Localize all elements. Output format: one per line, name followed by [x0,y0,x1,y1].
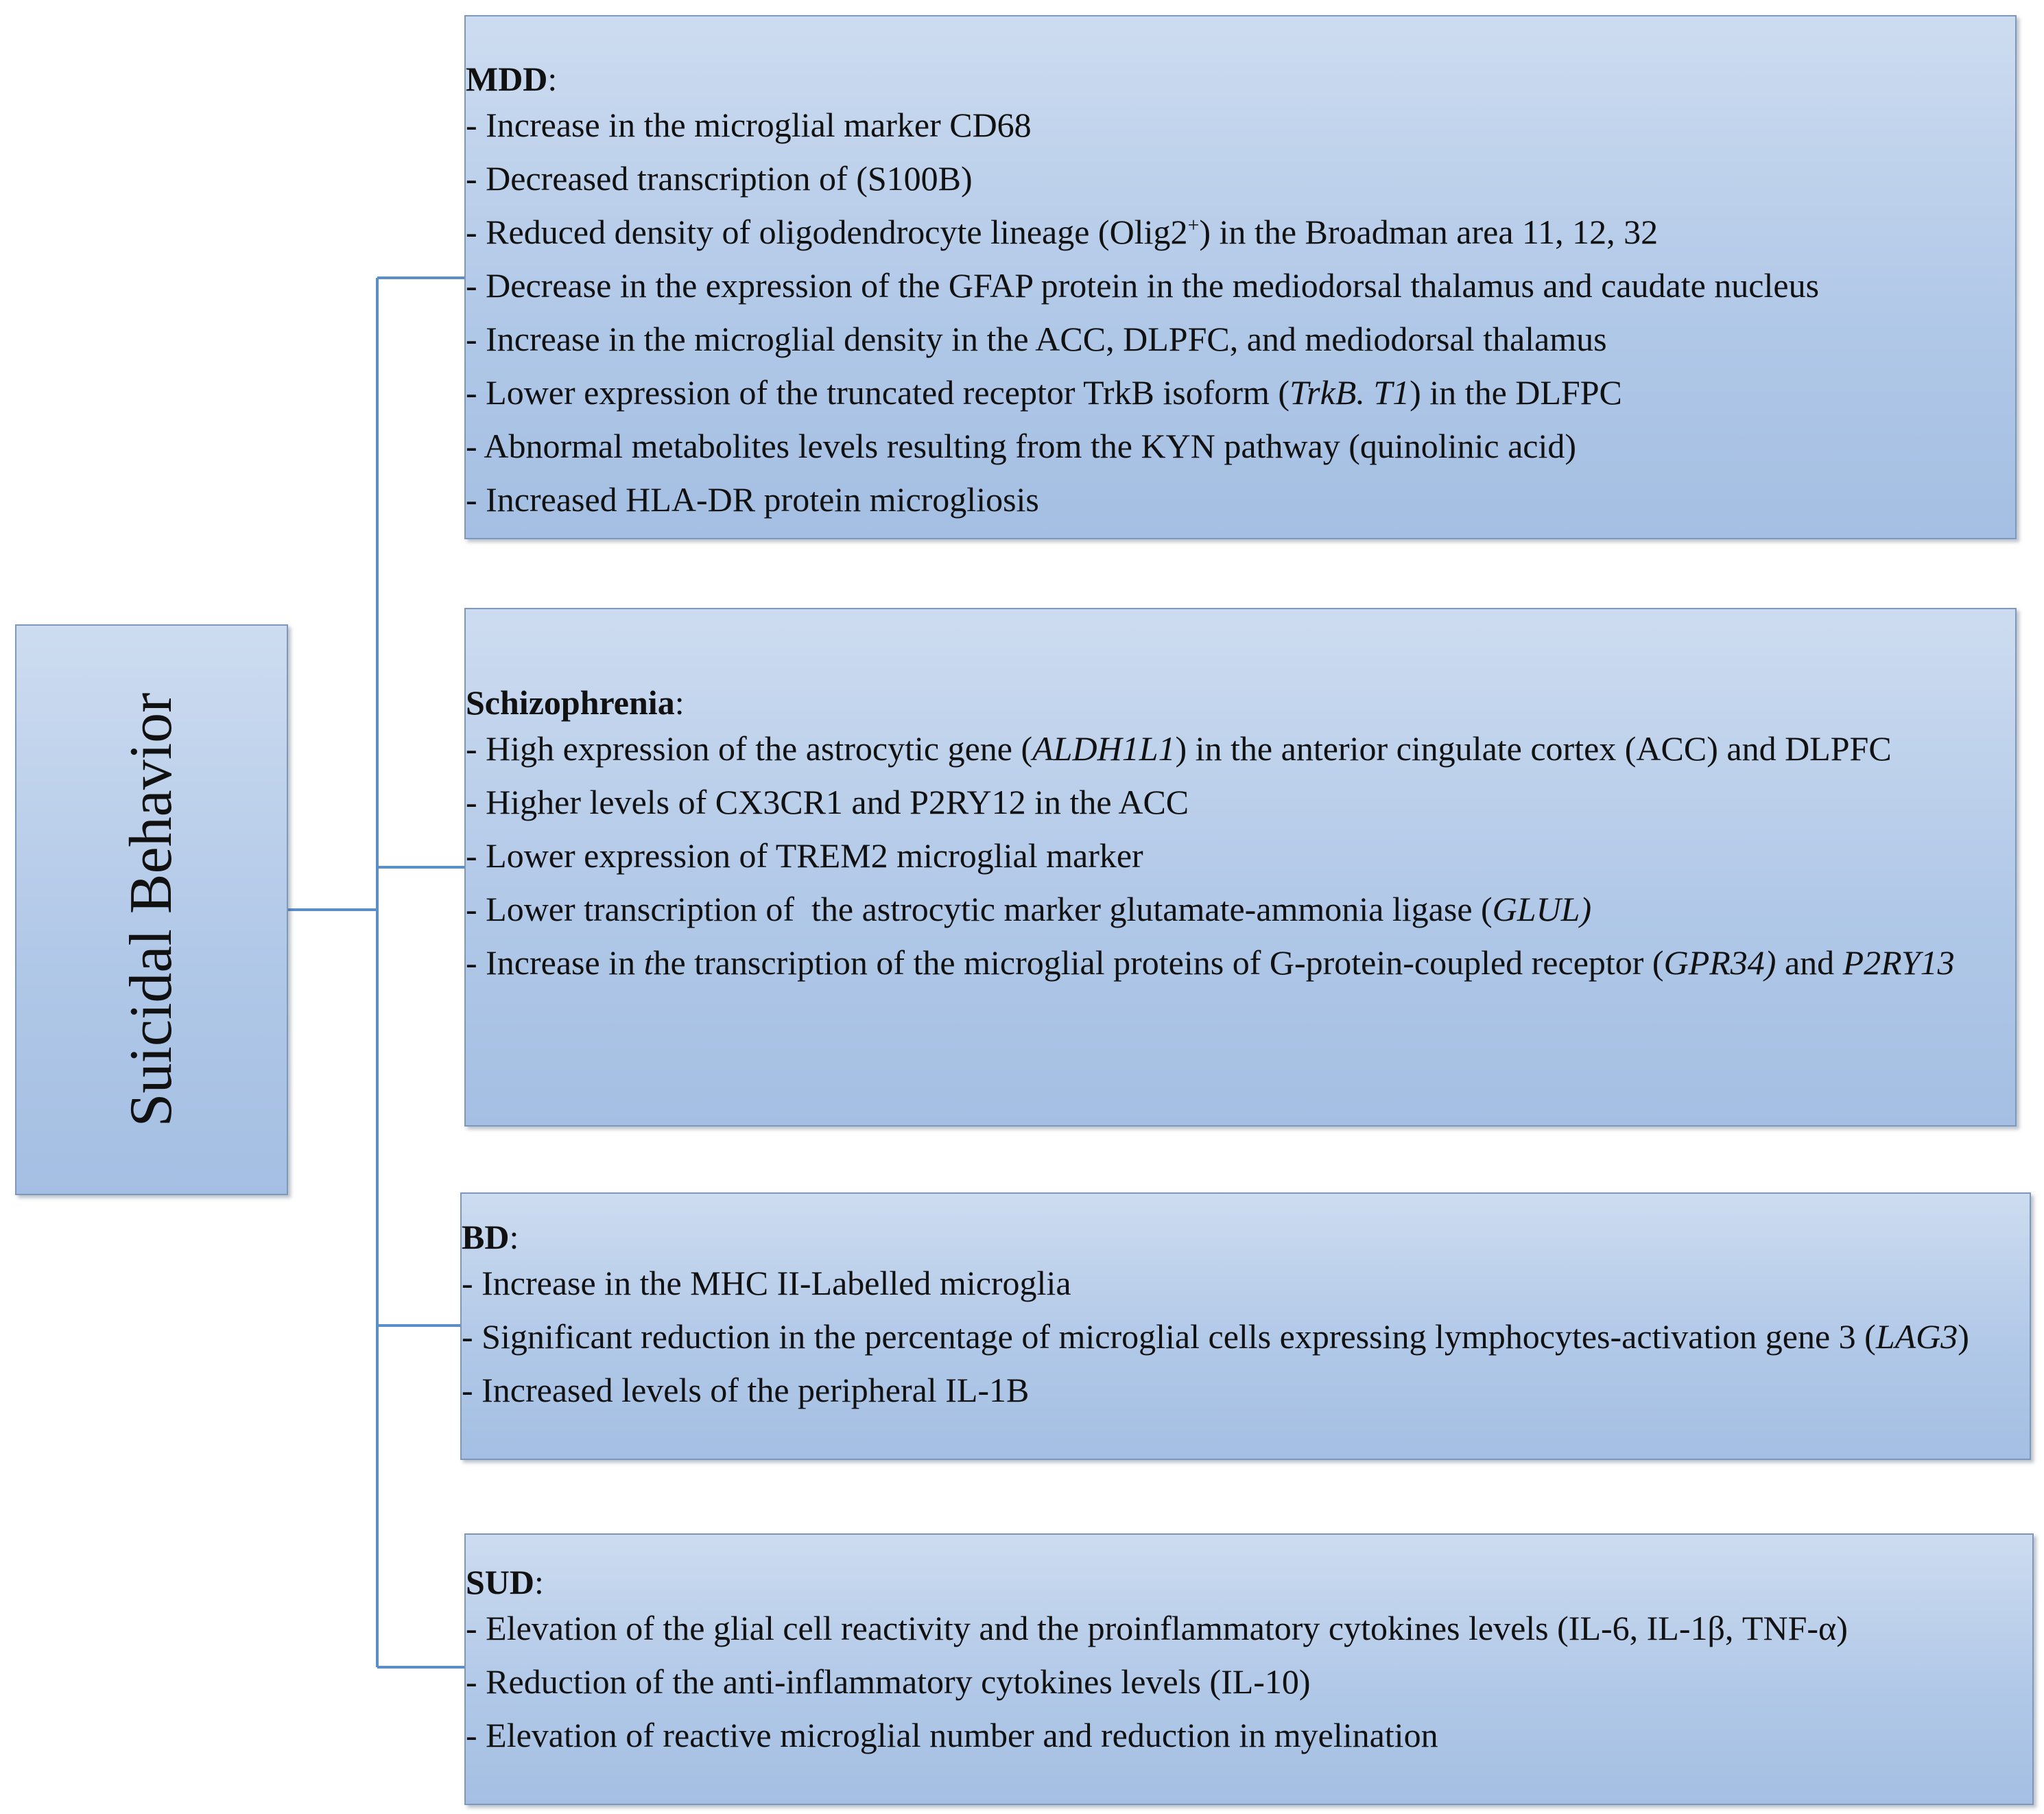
list-item: - Increased HLA-DR protein microgliosis [466,480,1039,519]
list-item: - High expression of the astrocytic gene (ALDH1L1) in the anterior cingulate cortex (ACC) and DLPFC [466,729,1892,768]
list-item: - Lower expression of TREM2 microglial marker [466,836,1143,875]
sud-heading: SUD: [466,1563,544,1601]
list-item: - Increase in the microglial density in the ACC, DLPFC, and mediodorsal thalamus [466,320,1607,358]
bd-title: BD [462,1218,510,1256]
sud-list [466,1609,2025,1754]
list-item: - Lower expression of the truncated receptor TrkB isoform (TrkB. T1) in the DLFPC [466,373,1622,412]
list-item: - Elevation of the glial cell reactivity and the proinflammatory cytokines levels (IL-6, IL-1β, TNF-α) [466,1609,1848,1647]
bd-box [460,1192,2031,1460]
schizophrenia-title: Schizophrenia [466,683,675,722]
list-item: - Elevation of reactive microglial number and reduction in myelination [466,1716,1438,1754]
list-item: - Reduced density of oligodendrocyte lineage (Olig2+) in the Broadman area 11, 12, 32 [466,213,1659,251]
bd-list [462,1264,2023,1409]
list-item: - Higher levels of CX3CR1 and P2RY12 in the ACC [466,783,1189,821]
list-item: - Increase in the microglial marker CD68 [466,106,1032,144]
mdd-list [466,106,2008,519]
list-item: - Decrease in the expression of the GFAP protein in the mediodorsal thalamus and caudate nucleus [466,266,1820,305]
list-item: - Abnormal metabolites levels resulting from the KYN pathway (quinolinic acid) [466,427,1577,465]
schizophrenia-box [464,608,2017,1127]
mdd-title: MDD [466,60,548,98]
list-item: - Reduction of the anti-inflammatory cytokines levels (IL-10) [466,1662,1311,1701]
list-item: - Increased levels of the peripheral IL-1B [462,1371,1030,1409]
root-label: Suicidal Behavior [118,692,185,1127]
schizophrenia-heading: Schizophrenia: [466,683,685,722]
schizophrenia-list [466,729,2008,982]
bd-heading: BD: [462,1218,519,1256]
list-item: - Lower transcription of the astrocytic marker glutamate-ammonia ligase (GLUL) [466,890,1592,928]
mdd-heading: MDD: [466,60,558,98]
sud-box [464,1533,2034,1805]
root-node [15,624,288,1195]
list-item: - Increase in the transcription of the microglial proteins of G-protein-coupled receptor (GPR34) and P2RY13 [466,943,1955,982]
list-item: - Significant reduction in the percentage of microglial cells expressing lymphocytes-activation gene 3 (LAG3) [462,1317,1969,1356]
mdd-box [464,15,2017,539]
sud-title: SUD [466,1563,535,1601]
list-item: - Increase in the MHC II-Labelled microglia [462,1264,1071,1302]
list-item: - Decreased transcription of (S100B) [466,159,973,198]
